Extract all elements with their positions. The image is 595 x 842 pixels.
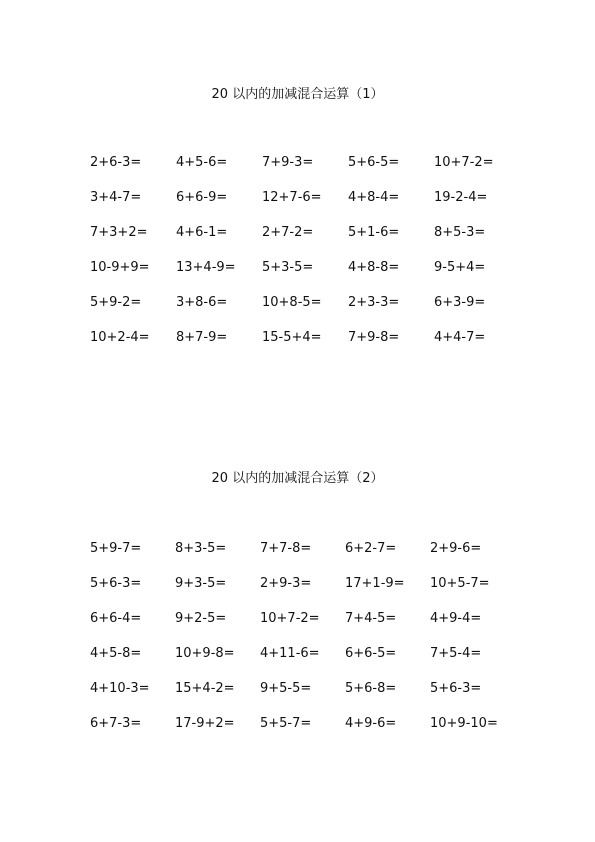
problem-row xyxy=(90,224,550,259)
math-problem: 5+6-5= xyxy=(348,155,400,170)
math-problem: 10+8-5= xyxy=(262,295,322,310)
math-problem: 3+4-7= xyxy=(90,190,142,205)
math-problem: 4+9-6= xyxy=(345,716,397,731)
math-problem: 5+9-7= xyxy=(90,541,142,556)
math-problem: 4+9-4= xyxy=(430,611,482,626)
math-problem: 6+6-9= xyxy=(176,190,228,205)
math-problem: 4+10-3= xyxy=(90,681,150,696)
math-problem: 6+6-4= xyxy=(90,611,142,626)
math-problem: 4+8-8= xyxy=(348,260,400,275)
problem-row xyxy=(90,575,550,610)
math-problem: 4+11-6= xyxy=(260,646,320,661)
math-problem: 8+3-5= xyxy=(175,541,227,556)
problem-row xyxy=(90,645,550,680)
problem-grid xyxy=(90,540,550,750)
math-problem: 5+5-7= xyxy=(260,716,312,731)
math-problem: 15+4-2= xyxy=(175,681,235,696)
problem-grid xyxy=(90,154,550,364)
math-problem: 4+6-1= xyxy=(176,225,228,240)
math-problem: 6+7-3= xyxy=(90,716,142,731)
math-problem: 5+6-8= xyxy=(345,681,397,696)
math-problem: 13+4-9= xyxy=(176,260,236,275)
math-problem: 3+8-6= xyxy=(176,295,228,310)
math-problem: 4+5-8= xyxy=(90,646,142,661)
math-problem: 5+6-3= xyxy=(90,576,142,591)
math-problem: 2+9-6= xyxy=(430,541,482,556)
math-problem: 10+7-2= xyxy=(434,155,494,170)
math-problem: 6+6-5= xyxy=(345,646,397,661)
math-problem: 5+1-6= xyxy=(348,225,400,240)
math-problem: 9+2-5= xyxy=(175,611,227,626)
math-problem: 17+1-9= xyxy=(345,576,405,591)
math-problem: 7+5-4= xyxy=(430,646,482,661)
math-problem: 2+7-2= xyxy=(262,225,314,240)
math-problem: 10-9+9= xyxy=(90,260,150,275)
problem-row xyxy=(90,540,550,575)
math-problem: 4+8-4= xyxy=(348,190,400,205)
math-problem: 10+2-4= xyxy=(90,330,150,345)
math-problem: 7+9-3= xyxy=(262,155,314,170)
math-problem: 5+9-2= xyxy=(90,295,142,310)
math-problem: 9+3-5= xyxy=(175,576,227,591)
problem-row xyxy=(90,294,550,329)
math-problem: 8+5-3= xyxy=(434,225,486,240)
math-problem: 5+3-5= xyxy=(262,260,314,275)
math-problem: 6+2-7= xyxy=(345,541,397,556)
math-problem: 7+4-5= xyxy=(345,611,397,626)
math-problem: 10+5-7= xyxy=(430,576,490,591)
math-problem: 7+3+2= xyxy=(90,225,148,240)
math-problem: 5+6-3= xyxy=(430,681,482,696)
math-problem: 10+9-8= xyxy=(175,646,235,661)
math-problem: 15-5+4= xyxy=(262,330,322,345)
math-problem: 4+4-7= xyxy=(434,330,486,345)
math-problem: 4+5-6= xyxy=(176,155,228,170)
math-problem: 9+5-5= xyxy=(260,681,312,696)
math-problem: 7+7-8= xyxy=(260,541,312,556)
problem-row xyxy=(90,259,550,294)
problem-row xyxy=(90,189,550,224)
section-title: 20 以内的加减混合运算（2） xyxy=(211,471,384,486)
problem-row xyxy=(90,610,550,645)
math-problem: 8+7-9= xyxy=(176,330,228,345)
math-problem: 7+9-8= xyxy=(348,330,400,345)
math-problem: 17-9+2= xyxy=(175,716,235,731)
math-problem: 6+3-9= xyxy=(434,295,486,310)
math-problem: 10+7-2= xyxy=(260,611,320,626)
math-problem: 19-2-4= xyxy=(434,190,488,205)
math-problem: 2+3-3= xyxy=(348,295,400,310)
problem-row xyxy=(90,329,550,364)
math-problem: 2+9-3= xyxy=(260,576,312,591)
math-problem: 9-5+4= xyxy=(434,260,486,275)
problem-row xyxy=(90,680,550,715)
problem-row xyxy=(90,715,550,750)
math-problem: 10+9-10= xyxy=(430,716,498,731)
math-problem: 2+6-3= xyxy=(90,155,142,170)
section-title: 20 以内的加减混合运算（1） xyxy=(211,87,384,102)
problem-row xyxy=(90,154,550,189)
math-problem: 12+7-6= xyxy=(262,190,322,205)
